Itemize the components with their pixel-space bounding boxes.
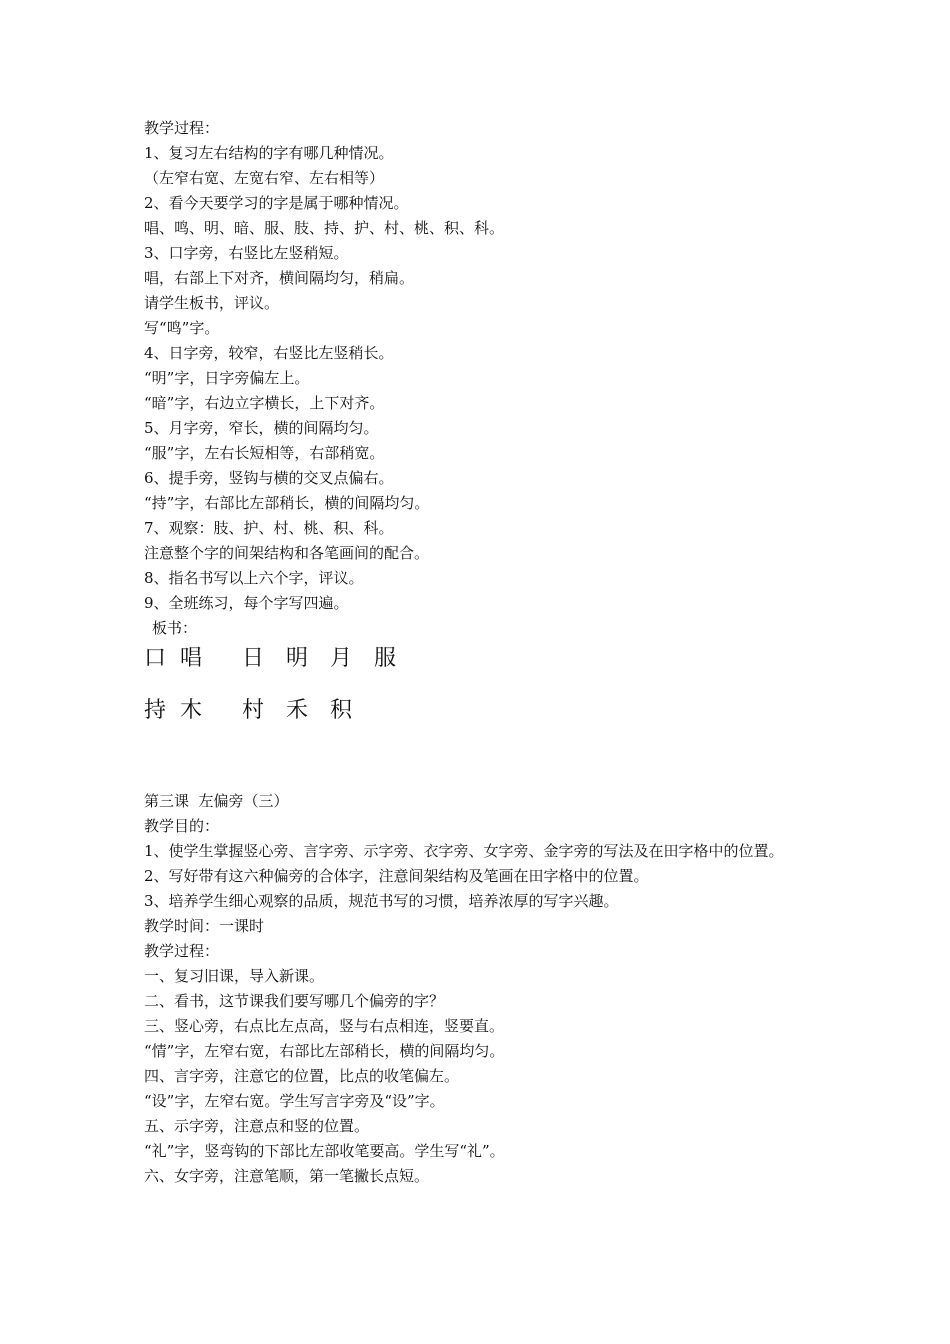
text-line: 8、指名书写以上六个字，评议。 <box>144 569 364 587</box>
text-line: 6、提手旁，竖钩与横的交叉点偏右。 <box>144 469 394 487</box>
text-line: 2、看今天要学习的字是属于哪种情况。 <box>144 194 409 212</box>
text-line: “持”字，右部比左部稍长，横的间隔均匀。 <box>144 494 430 512</box>
board-char: 村 <box>242 698 265 723</box>
text-line: 写“鸣”字。 <box>144 319 220 337</box>
board-characters-row-1 <box>144 644 844 674</box>
section-lesson-three <box>144 789 844 1189</box>
text-line: 请学生板书，评议。 <box>144 294 280 312</box>
process-label: 教学过程： <box>144 942 220 960</box>
text-line: 9、全班练习，每个字写四遍。 <box>144 594 349 612</box>
text-line: “服”字，左右长短相等，右部稍宽。 <box>144 444 385 462</box>
text-line: 3、口字旁，右竖比左竖稍短。 <box>144 244 349 262</box>
board-char: 积 <box>330 698 353 723</box>
board-char: 禾 <box>286 698 309 723</box>
step-item: 五、示字旁，注意点和竖的位置。 <box>144 1117 370 1135</box>
step-item: 六、女字旁，注意笔顺，第一笔撇长点短。 <box>144 1167 430 1185</box>
step-item: “礼”字，竖弯钩的下部比左部收笔要高。学生写“礼”。 <box>144 1142 505 1160</box>
board-char: 唱 <box>180 646 203 671</box>
text-line: 教学过程： <box>144 119 220 137</box>
board-char: 服 <box>374 646 397 671</box>
step-item: 四、言字旁，注意它的位置，比点的收笔偏左。 <box>144 1067 460 1085</box>
board-char: 持 <box>144 698 167 723</box>
goal-item-3: 3、培养学生细心观察的品质，规范书写的习惯，培养浓厚的写字兴趣。 <box>144 892 619 910</box>
board-char: 木 <box>180 698 203 723</box>
text-line: 4、日字旁，较窄，右竖比左竖稍长。 <box>144 344 394 362</box>
step-item: “设”字，左窄右宽。学生写言字旁及“设”字。 <box>144 1092 445 1110</box>
text-line: （左窄右宽、左宽右窄、左右相等） <box>144 169 385 187</box>
lesson-title: 第三课 左偏旁（三） <box>144 792 289 810</box>
text-line: 5、月字旁，窄长，横的间隔均匀。 <box>144 419 379 437</box>
text-line: “暗”字，右边立字横长，上下对齐。 <box>144 394 385 412</box>
step-item: 三、竖心旁，右点比左点高，竖与右点相连，竖要直。 <box>144 1017 505 1035</box>
text-line: 7、观察：肢、护、村、桃、积、科。 <box>144 519 394 537</box>
board-char: 月 <box>330 646 353 671</box>
board-char: 日 <box>242 646 265 671</box>
board-char: 明 <box>286 646 309 671</box>
goal-label: 教学目的： <box>144 817 220 835</box>
goal-item-2: 2、写好带有这六种偏旁的合体字，注意间架结构及笔画在田字格中的位置。 <box>144 867 649 885</box>
text-line: 注意整个字的间架结构和各笔画间的配合。 <box>144 544 430 562</box>
step-item: “情”字，左窄右宽，右部比左部稍长，横的间隔均匀。 <box>144 1042 505 1060</box>
section-lesson-process <box>144 116 844 641</box>
text-line: 1、复习左右结构的字有哪几种情况。 <box>144 144 394 162</box>
lesson-time: 教学时间：一课时 <box>144 917 265 935</box>
step-item: 一、复习旧课，导入新课。 <box>144 967 325 985</box>
step-item: 二、看书，这节课我们要写哪几个偏旁的字？ <box>144 992 445 1010</box>
text-line: “明”字，日字旁偏左上。 <box>144 369 310 387</box>
text-line: 唱，右部上下对齐，横间隔均匀，稍扁。 <box>144 269 415 287</box>
goal-item-1: 1、使学生掌握竖心旁、言字旁、示字旁、衣字旁、女字旁、金字旁的写法及在田字格中的位置。 <box>144 842 784 860</box>
text-line: 唱、鸣、明、暗、服、肢、持、护、村、桃、积、科。 <box>144 219 505 237</box>
board-label: 板书： <box>152 619 198 637</box>
board-char: 口 <box>144 646 167 671</box>
board-characters-row-2 <box>144 696 844 726</box>
